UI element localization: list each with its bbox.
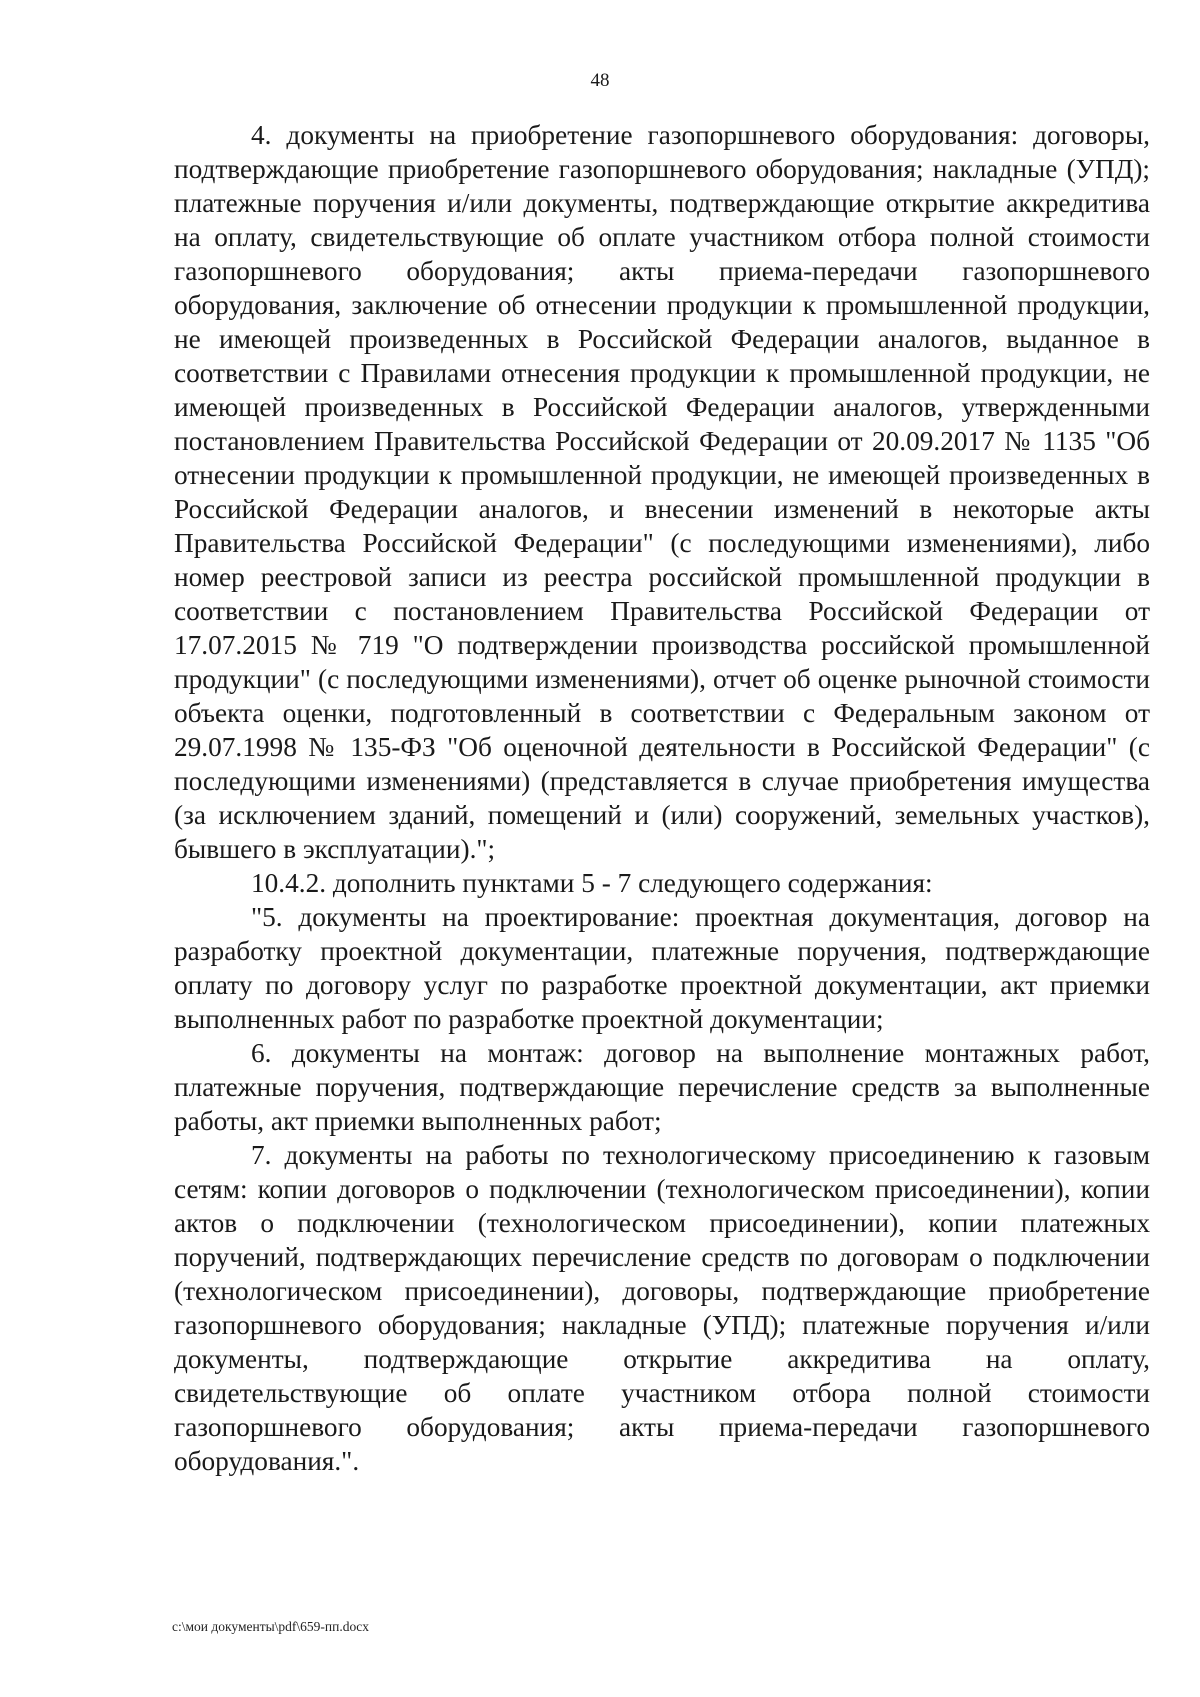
footer-file-path: c:\мои документы\pdf\659-пп.docx (172, 1619, 369, 1634)
paragraph-item-7: 7. документы на работы по технологическому присоединению к газовым сетям: копии договоров о подключении (технологическом присоединении), копии актов о подключении (технологическом присоединении), копии платежных поручений, подтверждающих перечисление средств по договорам о подключении (технологическом присоединении), договоры, подтверждающие приобретение газопоршневого оборудования; накладные (УПД); платежные поручения и/или документы, подтверждающие открытие аккредитива на оплату, свидетельствующие об оплате участником отбора полной стоимости газопоршневого оборудования; акты приема-передачи газопоршневого оборудования.". (174, 1140, 1150, 1476)
document-body (174, 118, 1150, 1478)
paragraph-item-4: 4. документы на приобретение газопоршневого оборудования: договоры, подтверждающие приобретение газопоршневого оборудования; накладные (УПД); платежные поручения и/или документы, подтверждающие открытие аккредитива на оплату, свидетельствующие об оплате участником отбора полной стоимости газопоршневого оборудования; акты приема-передачи газопоршневого оборудования, заключение об отнесении продукции к промышленной продукции, не имеющей произведенных в Российской Федерации аналогов, выданное в соответствии с Правилами отнесения продукции к промышленной продукции, не имеющей произведенных в Российской Федерации аналогов, утвержденными постановлением Правительства Российской Федерации от 20.09.2017 № 1135 "Об отнесении продукции к промышленной продукции, не имеющей произведенных в Российской Федерации аналогов, и внесении изменений в некоторые акты Правительства Российской Федерации" (с последующими изменениями), либо номер реестровой записи из реестра российской промышленной продукции в соответствии с постановлением Правительства Российской Федерации от 17.07.2015 № 719 "О подтверждении производства российской промышленной продукции" (с последующими изменениями), отчет об оценке рыночной стоимости объекта оценки, подготовленный в соответствии с Федеральным законом от 29.07.1998 № 135-ФЗ "Об оценочной деятельности в Российской Федерации" (с последующими изменениями) (представляется в случае приобретения имущества (за исключением зданий, помещений и (или) сооружений, земельных участков), бывшего в эксплуатации)."; (174, 120, 1150, 864)
paragraph-item-5: "5. документы на проектирование: проектная документация, договор на разработку проектной документации, платежные поручения, подтверждающие оплату по договору услуг по разработке проектной документации, акт приемки выполненных работ по разработке проектной документации; (174, 902, 1150, 1034)
page-number: 48 (590, 70, 610, 91)
paragraph-item-6: 6. документы на монтаж: договор на выполнение монтажных работ, платежные поручения, подтверждающие перечисление средств за выполненные работы, акт приемки выполненных работ; (174, 1038, 1150, 1136)
paragraph-amendment-10-4-2: 10.4.2. дополнить пунктами 5 - 7 следующего содержания: (251, 868, 933, 898)
